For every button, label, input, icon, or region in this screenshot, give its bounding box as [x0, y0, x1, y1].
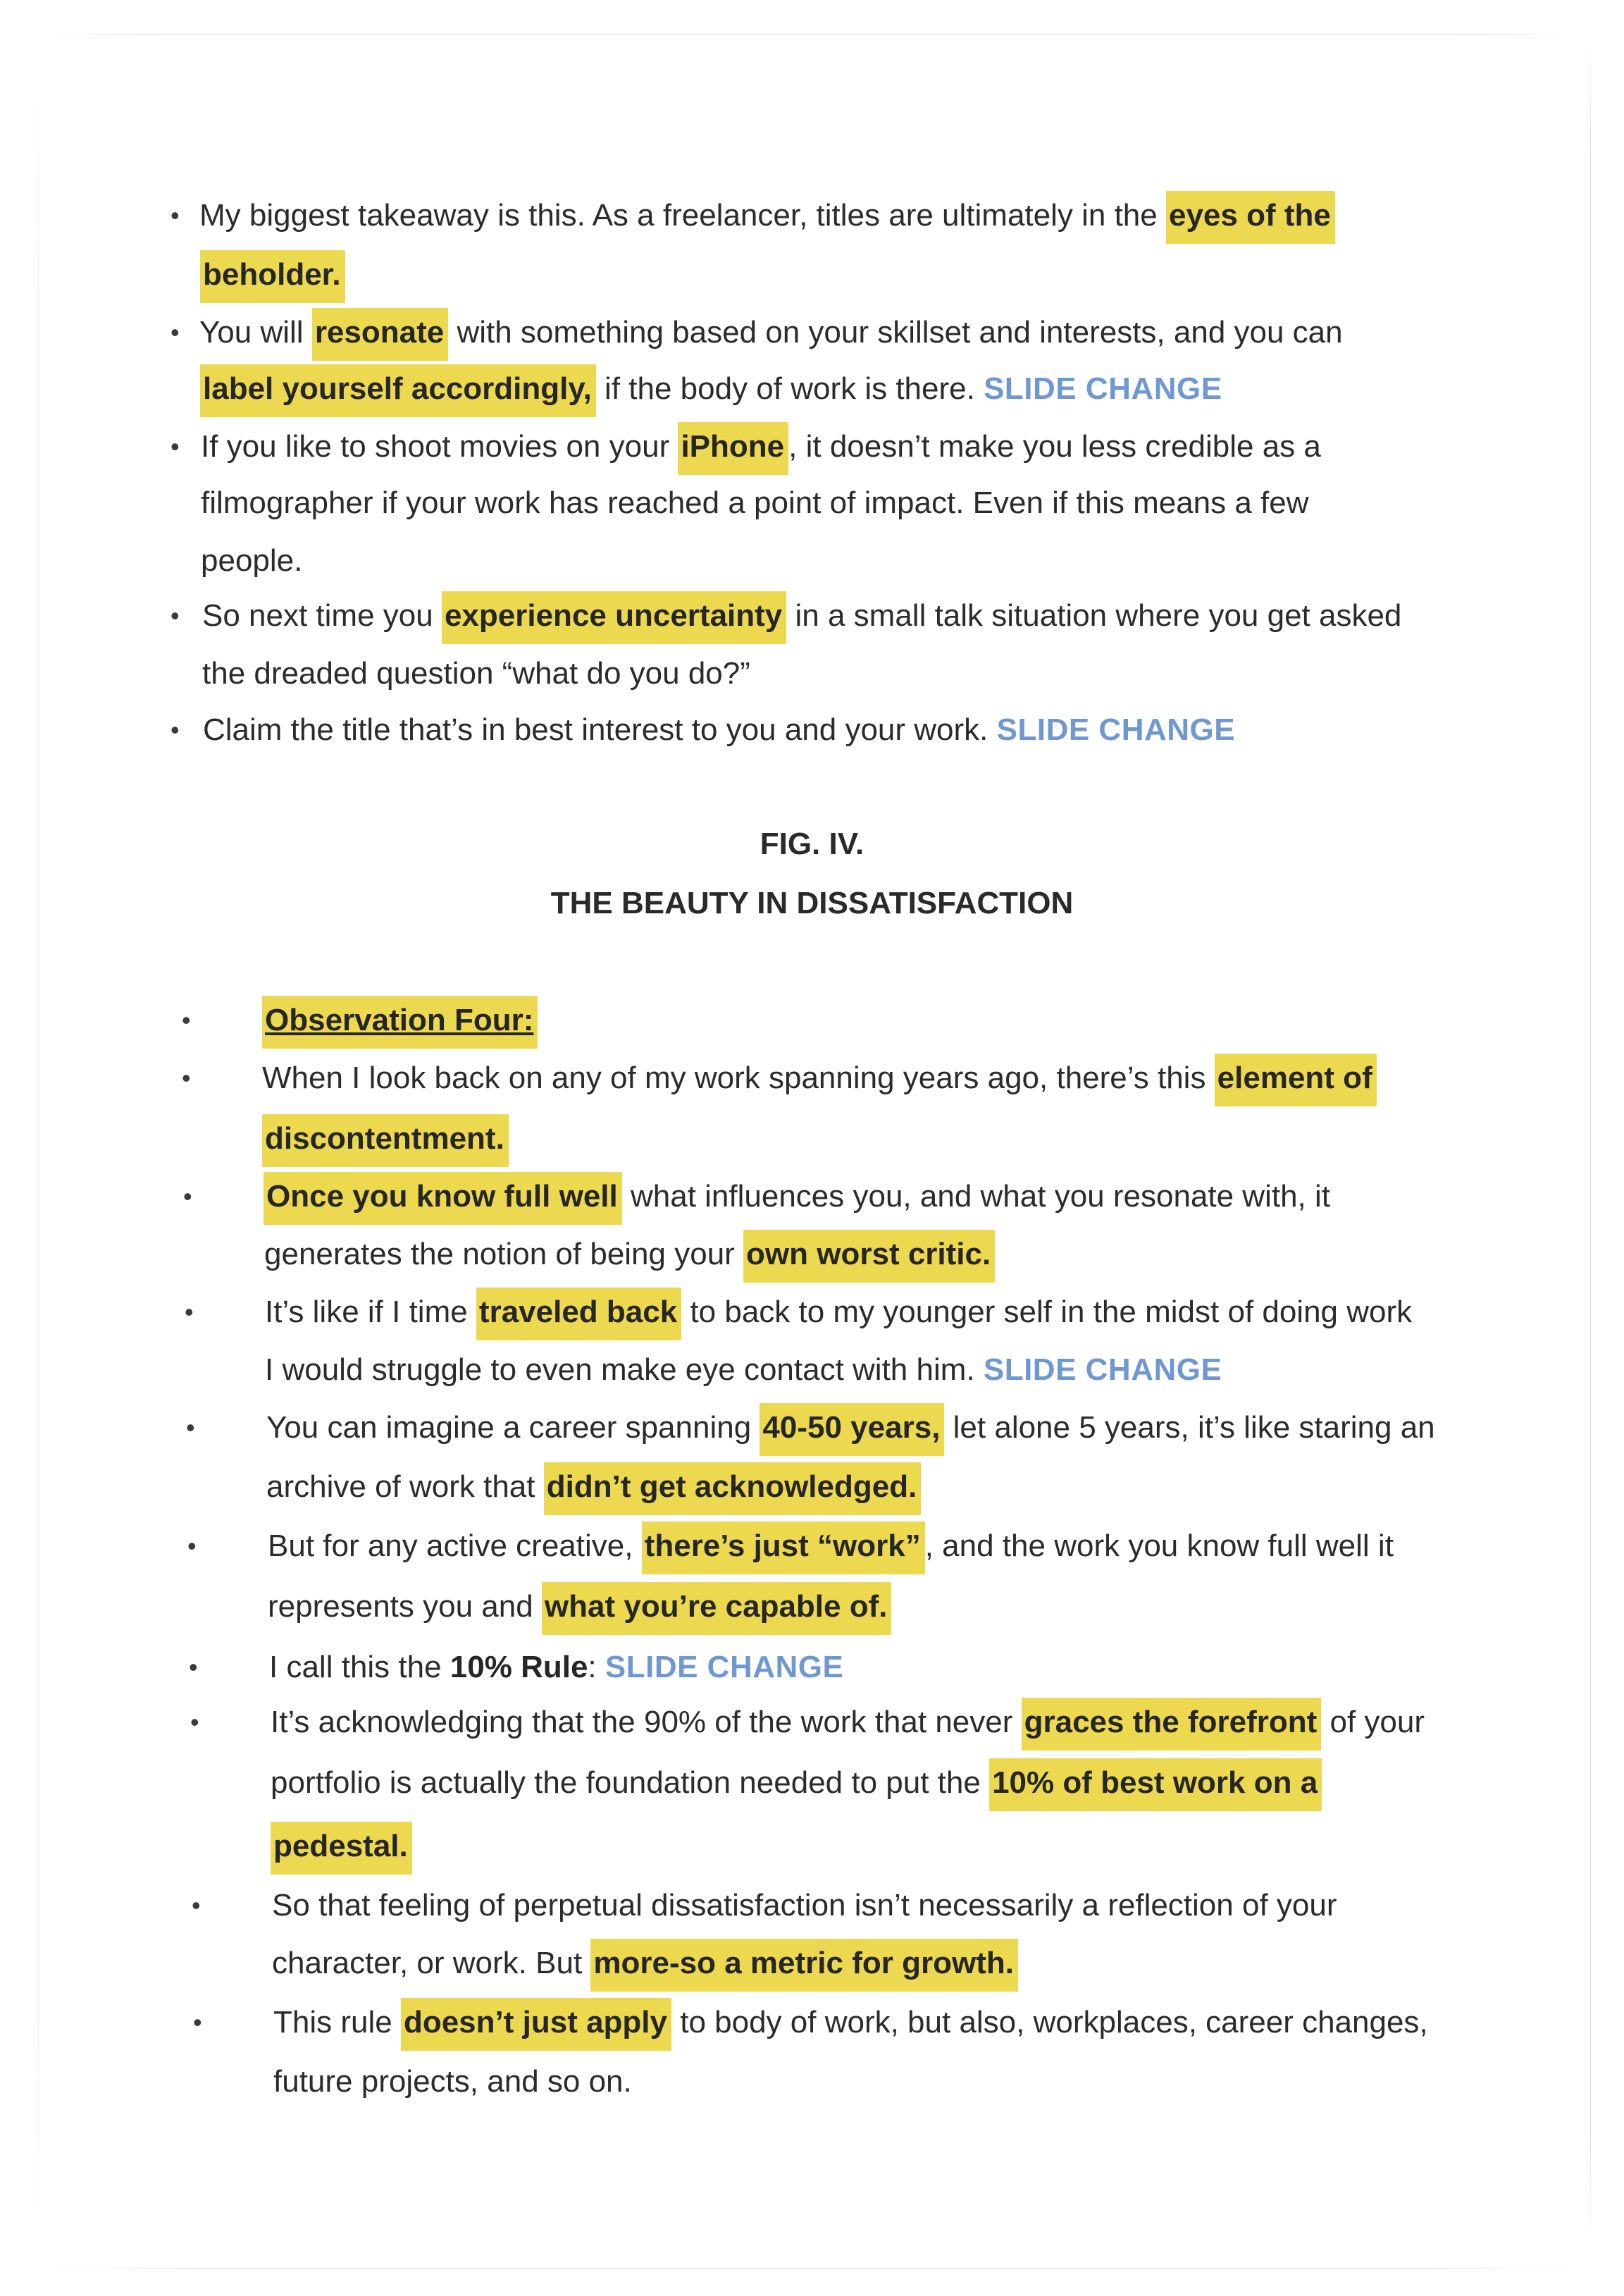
text-run: generates the notion of being your: [264, 1237, 744, 1271]
highlighted-text: there’s just “work”: [642, 1522, 925, 1574]
paragraph-line: [202, 596, 1401, 636]
highlighted-text: what you’re capable of.: [542, 1582, 892, 1635]
scan-edge-right: [1590, 42, 1591, 2241]
bullet-marker: •: [187, 1531, 197, 1560]
highlighted-text: iPhone: [678, 422, 788, 475]
paragraph-line: [266, 1467, 921, 1507]
paragraph-line: [264, 1177, 1330, 1216]
paragraph-line: [272, 1944, 1018, 1983]
text-run: with something based on your skillset and interests, and you can: [448, 315, 1343, 350]
text-run: My biggest takeaway is this. As a freelancer, titles are ultimately in the: [199, 198, 1166, 233]
text-run: people.: [201, 543, 303, 578]
bullet-marker: •: [171, 201, 180, 230]
paragraph-line: [262, 1119, 509, 1159]
text-run: This rule: [273, 2005, 401, 2039]
text-run: the dreaded question “what do you do?”: [202, 656, 750, 691]
highlighted-text: own worst critic.: [743, 1230, 995, 1283]
bullet-marker: •: [186, 1413, 195, 1442]
text-run: If you like to shoot movies on your: [201, 429, 678, 464]
highlighted-text: eyes of the: [1166, 191, 1335, 244]
bullet-marker: •: [182, 1063, 191, 1092]
bullet-marker: •: [171, 601, 180, 630]
bullet-marker: •: [185, 1297, 194, 1326]
text-run: You will: [199, 315, 312, 350]
slide-change-marker: SLIDE CHANGE: [605, 1650, 844, 1684]
scan-edge-top: [42, 34, 1578, 35]
text-run: Claim the title that’s in best interest to you and your work.: [203, 712, 997, 747]
bold-term: 10% Rule: [450, 1650, 588, 1684]
highlighted-text: pedestal.: [271, 1822, 412, 1875]
text-run: filmographer if your work has reached a point of impact. Even if this means a few: [201, 486, 1309, 520]
highlighted-text: traveled back: [476, 1288, 681, 1340]
figure-label: FIG. IV.: [760, 827, 864, 861]
highlighted-text: didn’t get acknowledged.: [544, 1462, 922, 1515]
text-run: :: [588, 1650, 605, 1684]
paragraph-line: [269, 1648, 843, 1687]
highlighted-text: 40-50 years,: [760, 1403, 944, 1456]
paragraph-line: [271, 1703, 1425, 1742]
paragraph-line: [201, 427, 1321, 467]
text-run: portfolio is actually the foundation needed to put the: [271, 1765, 990, 1800]
highlighted-text: beholder.: [200, 250, 345, 303]
slide-change-marker: SLIDE CHANGE: [983, 1352, 1222, 1387]
paragraph-line: [265, 1292, 1412, 1332]
paragraph-line: [271, 1827, 412, 1866]
highlighted-text: doesn’t just apply: [401, 1998, 671, 2051]
text-run: to body of work, but also, workplaces, career changes,: [671, 2005, 1428, 2039]
paragraph-line: [272, 1886, 1337, 1925]
paragraph-line: [262, 1058, 1377, 1098]
paragraph-line: [199, 313, 1343, 352]
text-run: When I look back on any of my work spanning years ago, there’s this: [262, 1061, 1215, 1095]
text-run: let alone 5 years, it’s like staring an: [944, 1410, 1435, 1445]
paragraph-line: [201, 483, 1309, 523]
paragraph-line: [199, 196, 1335, 235]
scan-edge-left: [38, 85, 39, 2227]
paragraph-line: [271, 1763, 1322, 1803]
highlighted-text: label yourself accordingly,: [200, 364, 596, 417]
text-run: I call this the: [269, 1650, 450, 1684]
highlighted-text: graces the forefront: [1022, 1698, 1322, 1751]
bullet-marker: •: [171, 715, 180, 744]
bullet-marker: •: [182, 1006, 191, 1035]
text-run: of your: [1321, 1705, 1425, 1739]
text-run: what influences you, and what you resonate with, it: [621, 1179, 1331, 1214]
paragraph-line: [202, 654, 750, 693]
paragraph-line: [268, 1587, 891, 1627]
text-run: So next time you: [202, 598, 442, 633]
text-run: to back to my younger self in the midst of doing work: [681, 1295, 1413, 1329]
paragraph-line: [266, 1408, 1435, 1448]
bullet-marker: •: [183, 1182, 192, 1211]
section-title: THE BEAUTY IN DISSATISFACTION: [550, 886, 1074, 920]
bullet-marker: •: [190, 1708, 199, 1736]
highlighted-text: experience uncertainty: [442, 591, 786, 644]
paragraph-line: [201, 541, 302, 581]
text-run: , it doesn’t make you less credible as a: [788, 429, 1321, 464]
paragraph-line: [203, 710, 1235, 750]
text-run: represents you and: [268, 1589, 542, 1624]
text-run: But for any active creative,: [268, 1529, 642, 1563]
observation-heading: Observation Four:: [262, 996, 538, 1049]
bullet-marker: •: [192, 1891, 201, 1920]
paragraph-line: [268, 1526, 1394, 1566]
paragraph-line: [273, 2062, 632, 2101]
highlighted-text: element of: [1215, 1054, 1377, 1106]
slide-change-marker: SLIDE CHANGE: [996, 712, 1236, 747]
bullet-marker: •: [189, 1653, 198, 1681]
paragraph-line: [200, 369, 1222, 409]
paragraph-line: [273, 2003, 1428, 2042]
text-run: It’s acknowledging that the 90% of the work that never: [271, 1705, 1022, 1739]
paragraph-line: [262, 1001, 538, 1040]
text-run: It’s like if I time: [265, 1295, 476, 1329]
text-run: character, or work. But: [272, 1946, 591, 1980]
highlighted-text: more-so a metric for growth.: [590, 1939, 1018, 1992]
text-run: if the body of work is there.: [595, 371, 984, 406]
text-run: , and the work you know full well it: [924, 1529, 1394, 1563]
text-run: in a small talk situation where you get asked: [786, 598, 1402, 633]
text-run: So that feeling of perpetual dissatisfaction isn’t necessarily a reflection of your: [272, 1888, 1337, 1922]
text-run: future projects, and so on.: [273, 2064, 632, 2099]
bullet-marker: •: [171, 432, 180, 461]
slide-change-marker: SLIDE CHANGE: [984, 371, 1222, 406]
scan-edge-bottom: [42, 2268, 1578, 2269]
bullet-marker: •: [193, 2008, 202, 2037]
text-run: I would struggle to even make eye contact with him.: [265, 1352, 984, 1387]
text-run: archive of work that: [266, 1469, 544, 1504]
paragraph-line: [265, 1350, 1222, 1390]
paragraph-line: [264, 1235, 995, 1274]
highlighted-text: discontentment.: [262, 1114, 509, 1167]
bullet-marker: •: [171, 318, 180, 347]
highlighted-text: 10% of best work on a: [989, 1758, 1322, 1811]
highlighted-text: Once you know full well: [264, 1172, 622, 1225]
text-run: You can imagine a career spanning: [266, 1410, 760, 1445]
highlighted-text: resonate: [312, 308, 448, 361]
paragraph-line: [200, 255, 345, 295]
